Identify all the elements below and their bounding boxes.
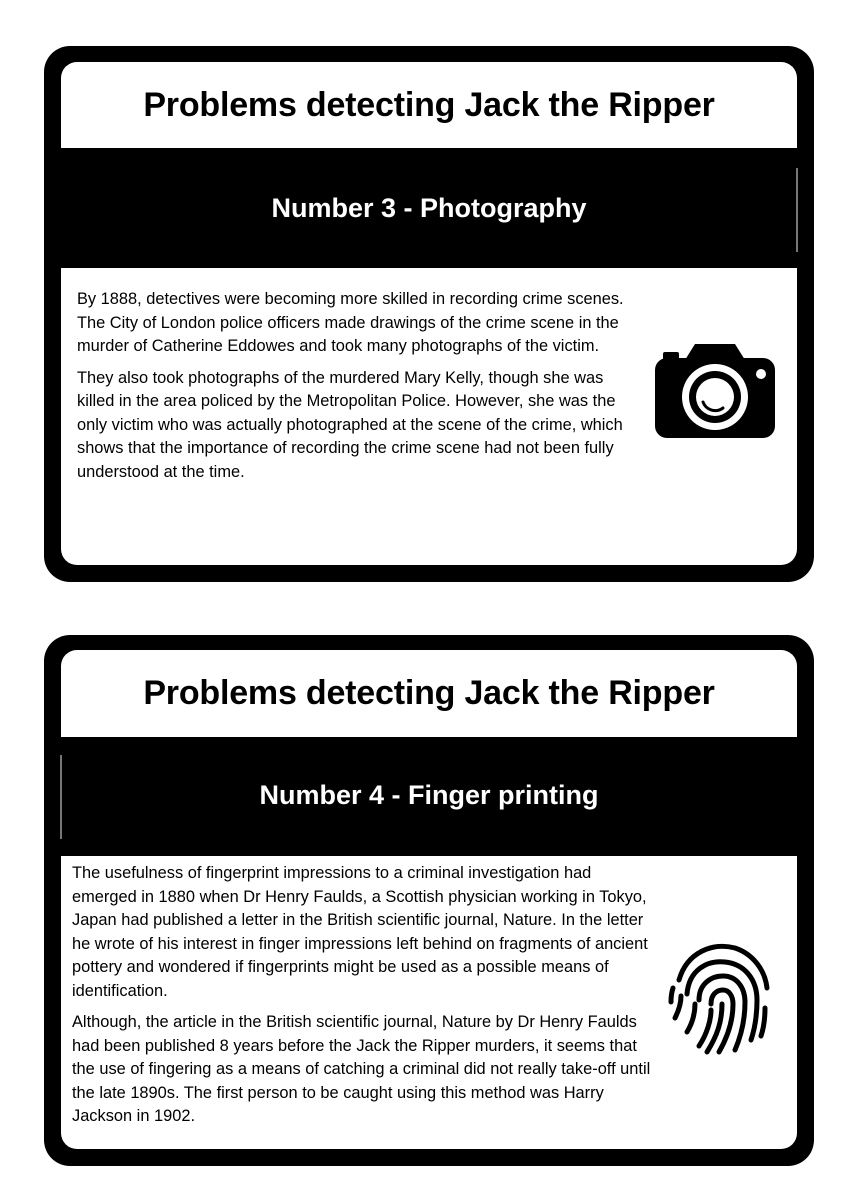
divider (60, 755, 62, 839)
card-finger-printing (44, 635, 814, 1166)
camera-icon (651, 340, 779, 440)
card-body (61, 856, 797, 1149)
fingerprint-icon (665, 936, 775, 1058)
card-subtitle: Number 3 - Photography (271, 192, 587, 223)
card-paragraph: Although, the article in the British scientific journal, Nature by Dr Henry Faulds had been published 8 years before the Jack the Ripper murders, it seems that the use of fingering as a means of catching a criminal did not really take-off until the late 1890s. The first person to be caught using this method was Harry Jackson in 1902. (72, 1013, 651, 1125)
card-title-box (61, 650, 797, 737)
card-title: Problems detecting Jack the Ripper (143, 674, 715, 712)
card-subtitle-band (61, 148, 797, 268)
card-text (77, 288, 637, 484)
card-subtitle-band (61, 737, 797, 853)
card-title-box (61, 62, 797, 148)
card-paragraph: By 1888, detectives were becoming more skilled in recording crime scenes. The City of London police officers made drawings of the crime scene in the murder of Catherine Eddowes and took many photographs of the victim. (77, 290, 624, 355)
card-photography (44, 46, 814, 582)
card-paragraph: They also took photographs of the murdered Mary Kelly, though she was killed in the area policed by the Metropolitan Police. However, she was the only victim who was actually photographed at the scene of the crime, which shows that the importance of recording the crime scene had not been fully understood at the time. (77, 368, 623, 481)
card-title: Problems detecting Jack the Ripper (143, 85, 715, 124)
card-paragraph: The usefulness of fingerprint impressions to a criminal investigation had emerged in 1880 when Dr Henry Faulds, a Scottish physician working in Tokyo, Japan had published a letter in the British scientific journal, Nature. In the letter he wrote of his interest in finger impressions left behind on fragments of ancient pottery and wondered if fingerprints might be used as a possible means of identification. (72, 864, 648, 1000)
card-body (61, 268, 797, 565)
divider (796, 168, 798, 252)
card-text (72, 862, 652, 1129)
card-subtitle: Number 4 - Finger printing (259, 779, 599, 810)
